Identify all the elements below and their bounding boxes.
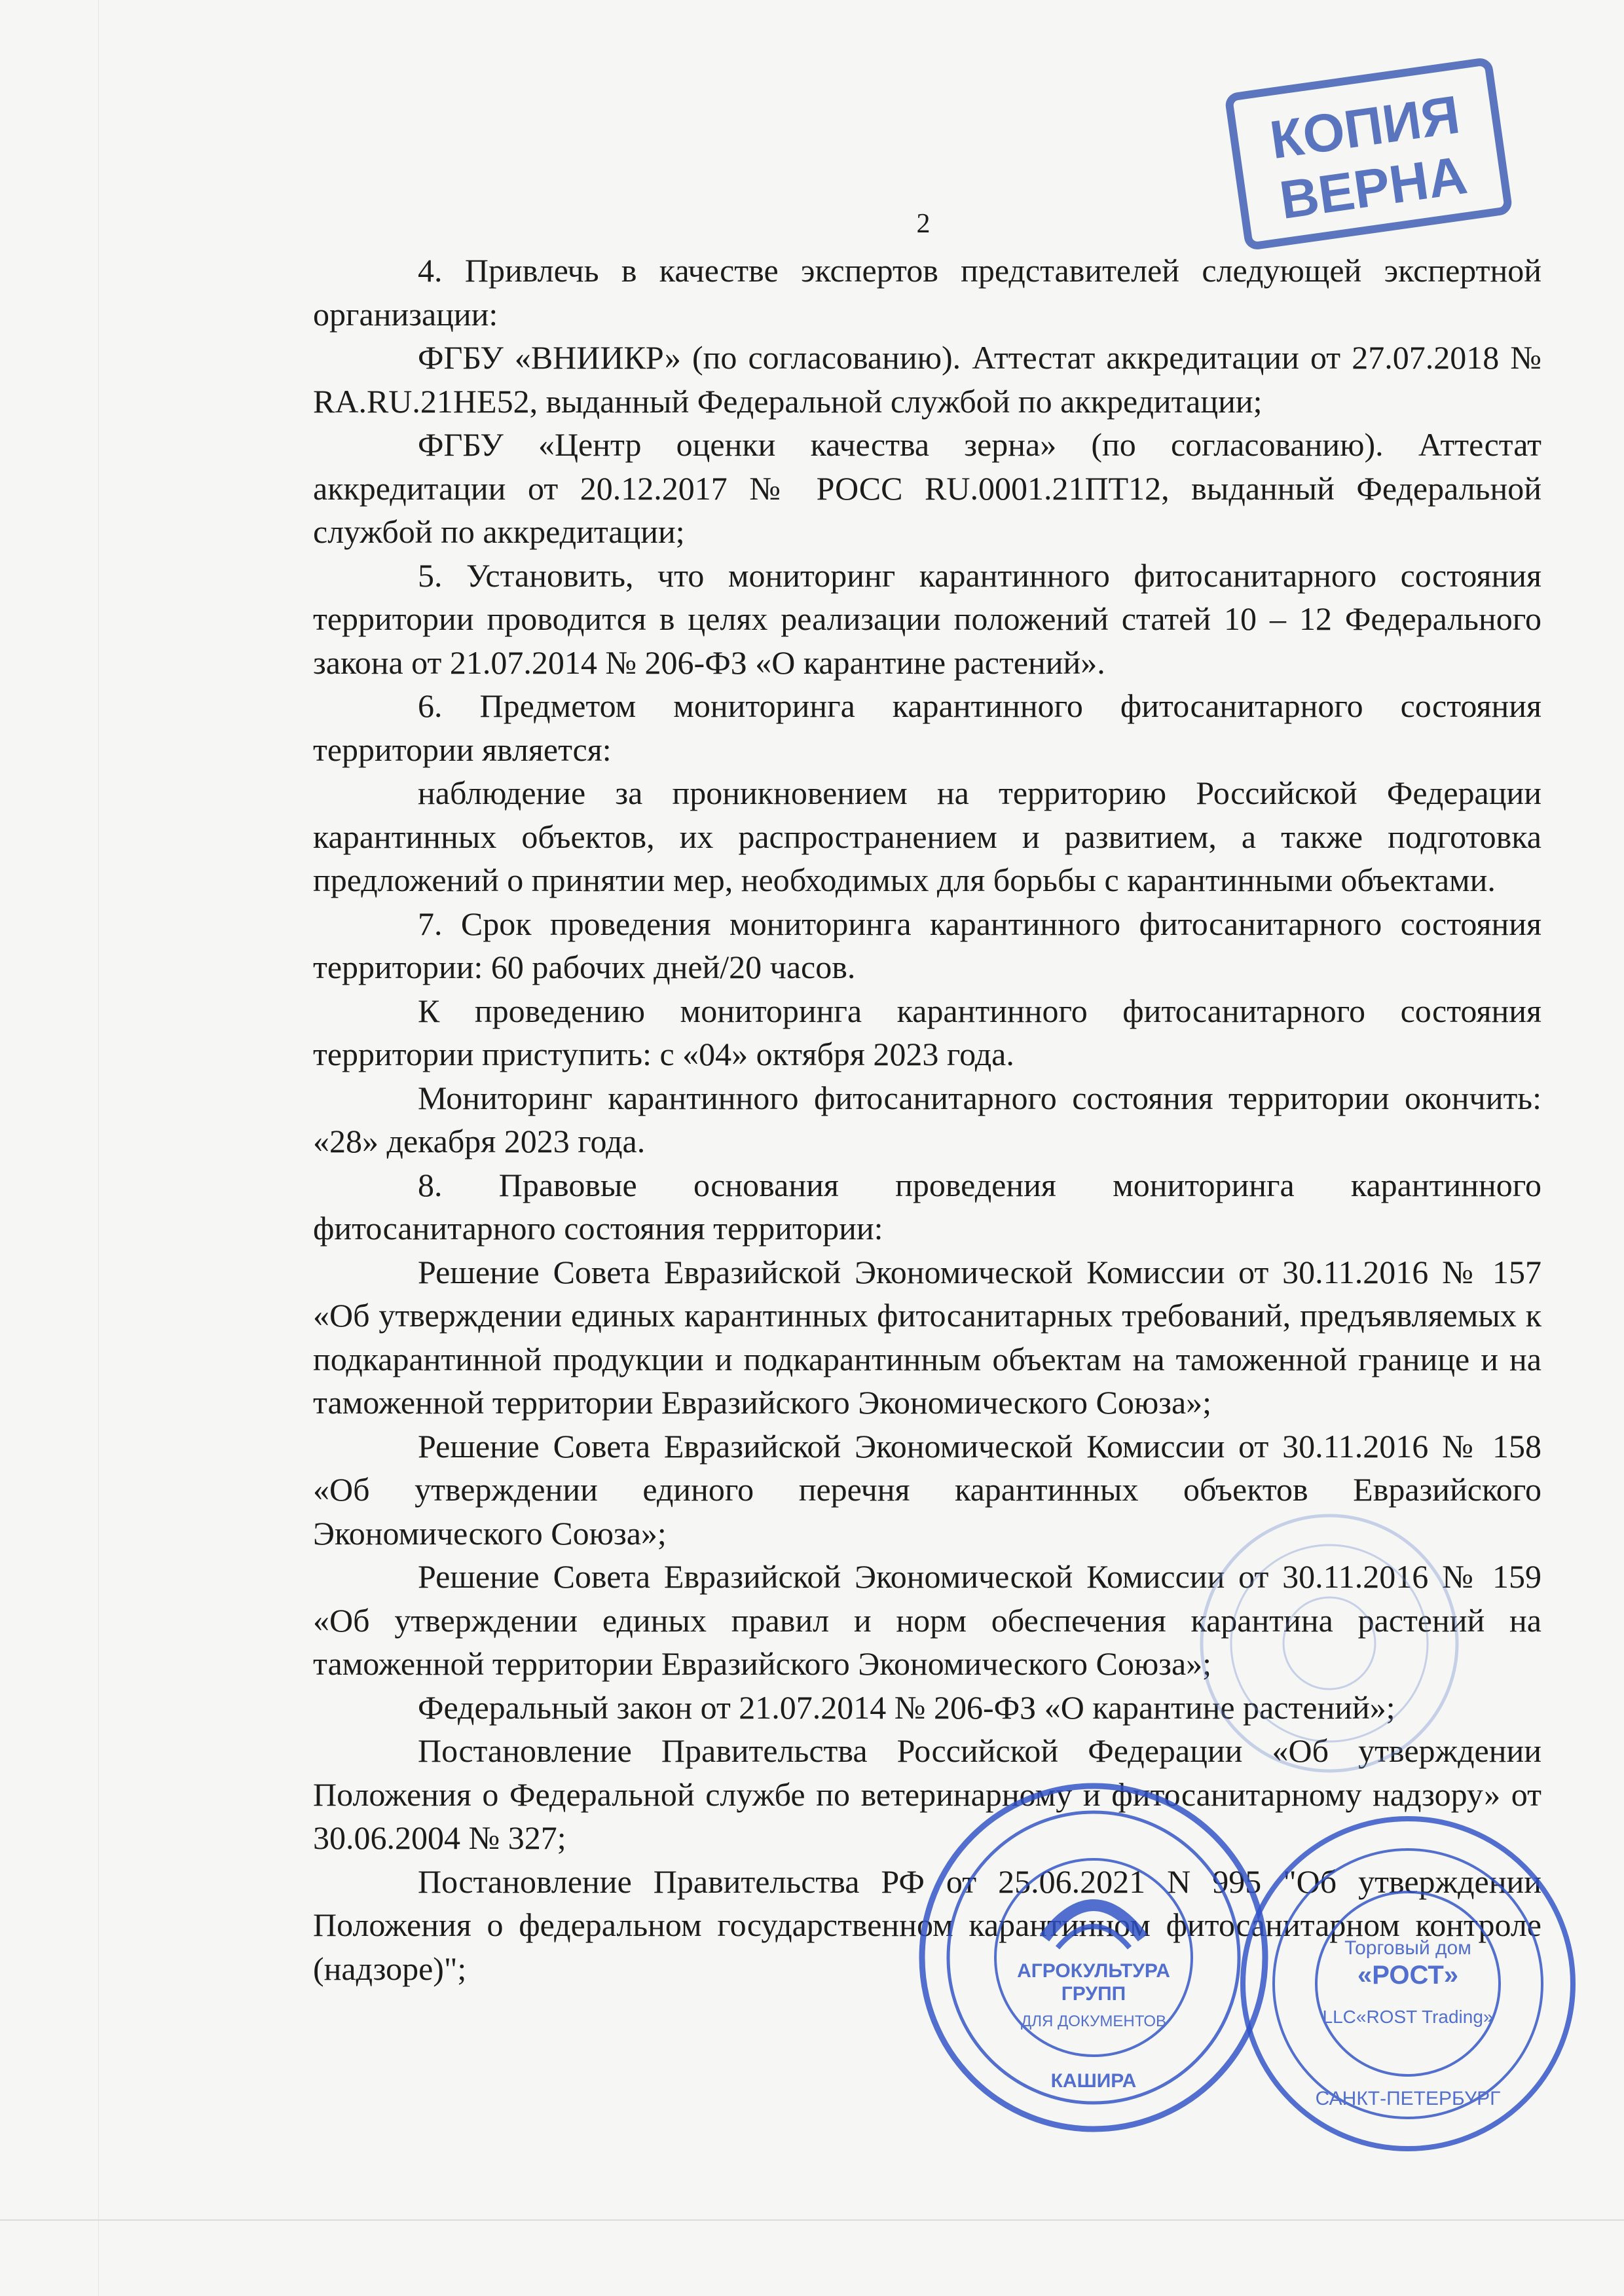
scan-edge-line — [98, 0, 99, 2296]
seal1-bottom-text: КАШИРА — [1050, 2070, 1137, 2092]
scan-fold-line — [0, 2219, 1624, 2221]
seal2-bottom-text: САНКТ-ПЕТЕРБУРГ — [1315, 2088, 1501, 2109]
paragraph-observation: наблюдение за проникновением на территорию Российской Федерации карантинных объектов, их распространением и развитием, а также подготовка предложений о принятии мер, необходимых для борьбы с карантинными объектами. — [313, 774, 1541, 898]
faint-round-stamp — [1192, 1506, 1467, 1781]
seal2-center-line1: Торговый дом — [1344, 1937, 1471, 1959]
seal1-center-line1: АГРОКУЛЬТУРА — [1017, 1960, 1170, 1982]
seal1-center-line3: ДЛЯ ДОКУМЕНТОВ — [1020, 2013, 1167, 2030]
paragraph-grain-center: ФГБУ «Центр оценки качества зерна» (по согласованию). Аттестат аккредитации от 20.12.2017 № РОСС RU.0001.21ПТ12, выданный Федеральной службой по аккредитации; — [313, 426, 1541, 550]
paragraph-7-term: 7. Срок проведения мониторинга карантинного фитосанитарного состояния территории: 60 рабочих дней/20 часов. — [313, 905, 1541, 985]
agroculture-group-seal — [910, 1774, 1277, 2141]
seal2-center-line2: «РОСТ» — [1357, 1961, 1459, 1990]
paragraph-5-monitoring-purpose: 5. Установить, что мониторинг карантинного фитосанитарного состояния территории проводится в целях реализации положений статей 10 – 12 Федерального закона от 21.07.2014 № 206-ФЗ «О карантине растений». — [313, 556, 1541, 681]
page-number: 2 — [916, 209, 931, 239]
paragraph-vniikr: ФГБУ «ВНИИКР» (по согласованию). Аттестат аккредитации от 27.07.2018 № RA.RU.21НЕ52, выданный Федеральной службой по аккредитации; — [313, 339, 1541, 420]
paragraph-decision-159: Решение Совета Евразийской Экономической Комиссии от 30.11.2016 № 159 «Об утверждении единых правил и норм обеспечения карантина растений на таможенной территории Евразийского Экономического Союза»; — [313, 1558, 1541, 1682]
paragraph-federal-law-206: Федеральный закон от 21.07.2014 № 206-ФЗ «О карантине растений»; — [418, 1688, 1395, 1726]
paragraph-6-monitoring-subject: 6. Предметом мониторинга карантинного фитосанитарного состояния территории является: — [313, 687, 1541, 768]
copy-stamp-line1: КОПИЯ — [1266, 84, 1464, 171]
paragraph-resolution-327: Постановление Правительства Российской Федерации «Об утверждении Положения о Федеральной службе по ветеринарному и фитосанитарному надзору» от 30.06.2004 № 327; — [313, 1732, 1541, 1856]
paragraph-start-date: К проведению мониторинга карантинного фитосанитарного состояния территории приступить: с «04» октября 2023 года. — [313, 992, 1541, 1072]
paragraph-resolution-995: Постановление Правительства РФ от 25.06.2021 N 995 "Об утверждении Положения о федеральном государственном карантинном фитосанитарном контроле (надзоре)"; — [313, 1863, 1541, 1987]
paragraph-decision-157: Решение Совета Евразийской Экономической Комиссии от 30.11.2016 № 157 «Об утверждении единых карантинных фитосанитарных требований, предъявляемых к подкарантинной продукции и подкарантинным объектам на таможенной границе и на таможенной территории Евразийского Экономического Союза»; — [313, 1253, 1541, 1421]
seal2-center-line3: LLC«ROST Trading» — [1322, 2007, 1494, 2027]
copy-stamp-line2: ВЕРНА — [1276, 145, 1471, 231]
paragraph-decision-158: Решение Совета Евразийской Экономической Комиссии от 30.11.2016 № 158 «Об утверждении единого перечня карантинных объектов Евразийского Экономического Союза»; — [313, 1427, 1541, 1552]
rost-trading-seal — [1231, 1807, 1585, 2160]
paragraph-8-legal-grounds: 8. Правовые основания проведения мониторинга карантинного фитосанитарного состояния территории: — [313, 1166, 1541, 1247]
seal1-center-line2: ГРУПП — [1061, 1983, 1126, 2005]
paragraph-end-date: Мониторинг карантинного фитосанитарного состояния территории окончить: «28» декабря 2023 года. — [313, 1079, 1541, 1159]
paragraph-4-expert-organization: 4. Привлечь в качестве экспертов представителей следующей экспертной организации: — [313, 252, 1541, 333]
copy-certified-stamp — [1221, 54, 1517, 254]
